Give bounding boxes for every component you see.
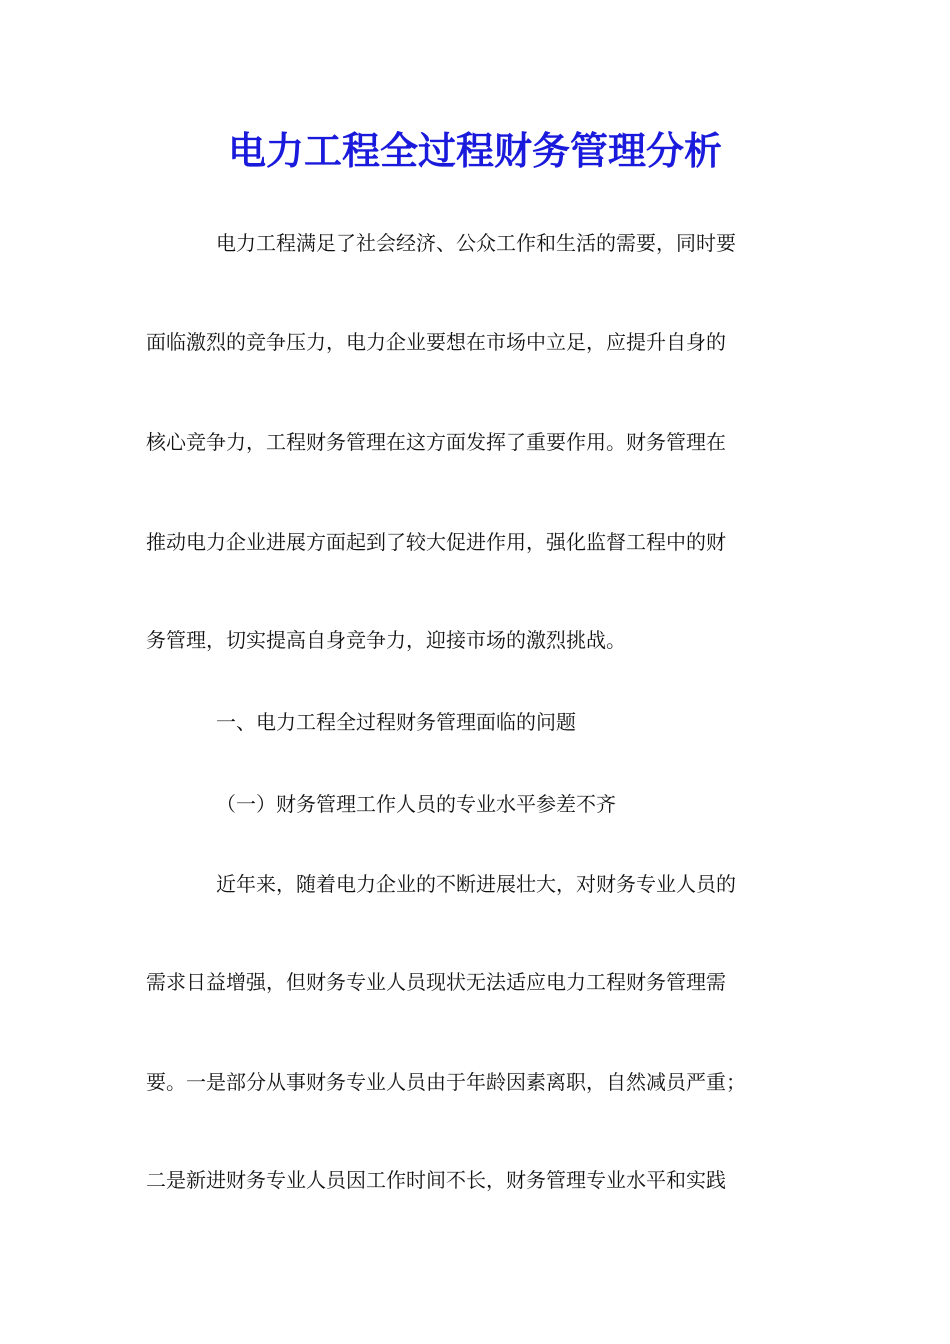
- paragraph-line: 近年来，随着电力企业的不断进展壮大，对财务专业人员的: [216, 872, 736, 896]
- subsection-heading: （一）财务管理工作人员的专业水平参差不齐: [216, 792, 616, 816]
- paragraph-line: 要。一是部分从事财务专业人员由于年龄因素离职，自然减员严重；: [146, 1070, 746, 1094]
- paragraph-line: 核心竞争力，工程财务管理在这方面发挥了重要作用。财务管理在: [146, 430, 726, 454]
- paragraph-line: 面临激烈的竞争压力，电力企业要想在市场中立足，应提升自身的: [146, 330, 726, 354]
- paragraph-line: 推动电力企业进展方面起到了较大促进作用，强化监督工程中的财: [146, 530, 726, 554]
- paragraph-line: 需求日益增强，但财务专业人员现状无法适应电力工程财务管理需: [146, 970, 726, 994]
- paragraph-line: 二是新进财务专业人员因工作时间不长，财务管理专业水平和实践: [146, 1168, 726, 1192]
- section-heading: 一、电力工程全过程财务管理面临的问题: [216, 710, 576, 734]
- paragraph-line: 电力工程满足了社会经济、公众工作和生活的需要，同时要: [216, 231, 736, 255]
- document-title: 电力工程全过程财务管理分析: [227, 128, 722, 173]
- paragraph-line: 务管理，切实提高自身竞争力，迎接市场的激烈挑战。: [146, 628, 626, 652]
